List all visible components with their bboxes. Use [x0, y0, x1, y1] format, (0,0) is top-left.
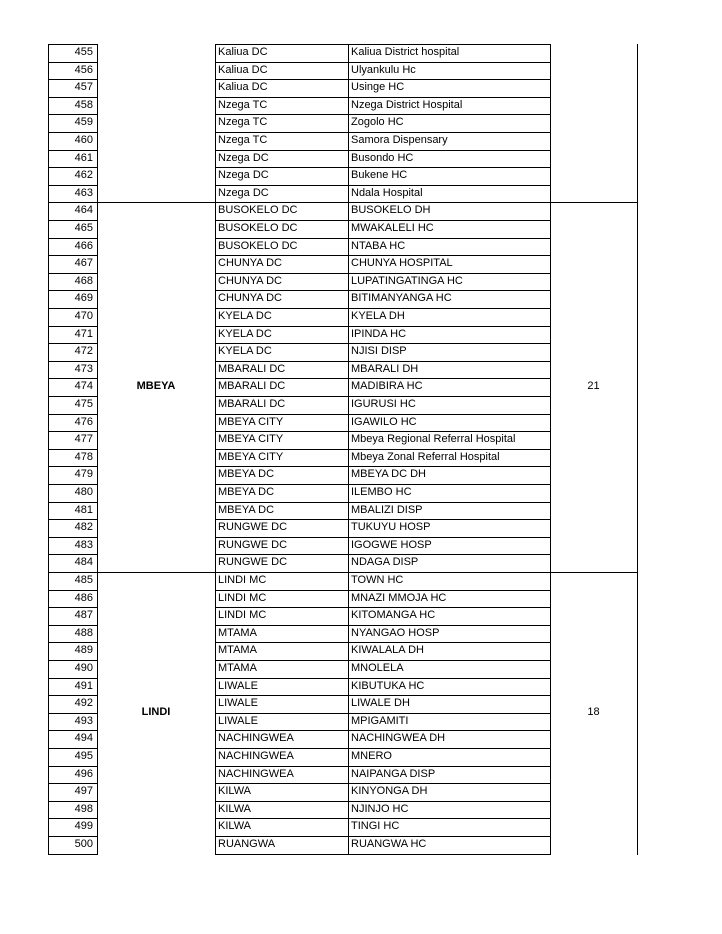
- row-divider-number: [48, 502, 97, 503]
- row-divider-detail: [215, 818, 550, 819]
- row-number: 478: [74, 450, 93, 463]
- row-divider-detail: [215, 396, 550, 397]
- council-cell: MBARALI DC: [218, 362, 286, 375]
- facility-cell: TOWN HC: [351, 574, 404, 586]
- facility-cell: NTABA HC: [351, 239, 406, 252]
- row-number: 463: [74, 186, 93, 199]
- council-cell: KYELA DC: [218, 327, 272, 340]
- facility-cell: LUPATINGATINGA HC: [351, 274, 463, 287]
- region-name: MBEYA: [136, 380, 176, 393]
- council-cell: CHUNYA DC: [218, 257, 282, 270]
- facility-cell: MBALIZI DISP: [351, 503, 423, 516]
- row-number: 482: [74, 521, 93, 534]
- row-divider-number: [48, 290, 97, 291]
- facility-cell: KYELA DH: [351, 310, 405, 322]
- row-divider-detail: [215, 414, 550, 415]
- row-divider-number: [48, 836, 97, 837]
- row-divider-number: [48, 572, 97, 573]
- council-cell: Kaliua DC: [218, 81, 268, 94]
- row-number: 485: [74, 574, 93, 586]
- council-cell: RUANGWA: [218, 838, 276, 850]
- row-divider-detail: [215, 378, 550, 379]
- row-divider-number: [48, 308, 97, 309]
- row-divider-detail: [215, 730, 550, 731]
- council-cell: Kaliua DC: [218, 46, 268, 58]
- row-divider-number: [48, 361, 97, 362]
- council-cell: Kaliua DC: [218, 63, 268, 76]
- facility-cell: Usinge HC: [351, 81, 405, 94]
- row-divider-detail: [215, 607, 550, 608]
- council-cell: MBEYA CITY: [218, 433, 284, 446]
- row-divider-detail: [215, 44, 550, 45]
- col-border-council-left: [215, 44, 216, 855]
- row-number: 472: [74, 345, 93, 358]
- row-divider-number: [48, 62, 97, 63]
- row-number: 500: [74, 838, 93, 850]
- row-number: 473: [74, 362, 93, 375]
- row-divider-number: [48, 79, 97, 80]
- row-divider-number: [48, 484, 97, 485]
- row-divider-number: [48, 255, 97, 256]
- row-number: 497: [74, 785, 93, 798]
- row-divider-number: [48, 766, 97, 767]
- row-divider-number: [48, 132, 97, 133]
- row-divider-detail: [215, 273, 550, 274]
- col-border-facility-left: [348, 44, 349, 855]
- row-number: 457: [74, 81, 93, 94]
- council-cell: Nzega DC: [218, 151, 269, 164]
- row-divider-detail: [215, 114, 550, 115]
- row-divider-detail: [215, 660, 550, 661]
- facility-cell: Mbeya Regional Referral Hospital: [351, 433, 516, 446]
- facility-cell: Kaliua District hospital: [351, 46, 460, 58]
- facility-cell: NAIPANGA DISP: [351, 767, 436, 780]
- facility-cell: LIWALE DH: [351, 697, 410, 710]
- row-divider-detail: [215, 642, 550, 643]
- row-divider-number: [48, 801, 97, 802]
- facility-count: 18: [587, 705, 600, 718]
- row-divider-number: [48, 202, 97, 203]
- council-cell: RUNGWE DC: [218, 521, 288, 534]
- row-divider-detail: [215, 361, 550, 362]
- row-number: 499: [74, 820, 93, 833]
- facility-cell: NACHINGWEA DH: [351, 732, 446, 745]
- council-cell: KILWA: [218, 820, 252, 833]
- council-cell: MBEYA DC: [218, 486, 275, 498]
- col-border-count-right: [637, 44, 638, 855]
- council-cell: KILWA: [218, 785, 252, 798]
- row-divider-detail: [215, 695, 550, 696]
- council-cell: NACHINGWEA: [218, 767, 294, 780]
- row-divider-detail: [215, 255, 550, 256]
- row-divider-number: [48, 185, 97, 186]
- facility-cell: MADIBIRA HC: [351, 380, 423, 393]
- row-divider-number: [48, 695, 97, 696]
- council-cell: CHUNYA DC: [218, 292, 282, 305]
- row-divider-detail: [215, 290, 550, 291]
- row-divider-detail: [215, 202, 550, 203]
- row-divider-number: [48, 220, 97, 221]
- council-cell: NACHINGWEA: [218, 732, 294, 745]
- row-number: 487: [74, 609, 93, 622]
- council-cell: Nzega DC: [218, 186, 269, 199]
- council-cell: Nzega TC: [218, 134, 268, 146]
- facility-cell: Ulyankulu Hc: [351, 63, 416, 76]
- col-border-left: [48, 44, 49, 855]
- row-divider-number: [48, 44, 97, 45]
- row-number: 469: [74, 292, 93, 305]
- region-divider-count: [550, 572, 637, 573]
- council-cell: KILWA: [218, 802, 252, 815]
- row-divider-number: [48, 537, 97, 538]
- facility-cell: MBEYA DC DH: [351, 468, 426, 481]
- region-divider-name: [97, 572, 215, 573]
- row-divider-number: [48, 642, 97, 643]
- row-number: 484: [74, 556, 93, 569]
- row-number: 465: [74, 222, 93, 234]
- council-cell: LIWALE: [218, 679, 258, 692]
- facility-cell: RUANGWA HC: [351, 838, 427, 850]
- facility-cell: MNAZI MMOJA HC: [351, 591, 447, 604]
- row-number: 459: [74, 116, 93, 129]
- council-cell: MBARALI DC: [218, 398, 286, 410]
- council-cell: MTAMA: [218, 626, 257, 639]
- facility-cell: Samora Dispensary: [351, 134, 448, 146]
- row-divider-detail: [215, 572, 550, 573]
- row-number: 475: [74, 398, 93, 410]
- row-divider-detail: [215, 466, 550, 467]
- row-number: 458: [74, 98, 93, 111]
- row-divider-number: [48, 713, 97, 714]
- row-number: 480: [74, 486, 93, 498]
- row-divider-number: [48, 449, 97, 450]
- row-divider-detail: [215, 519, 550, 520]
- row-divider-number: [48, 414, 97, 415]
- facility-cell: BITIMANYANGA HC: [351, 292, 452, 305]
- row-number: 492: [74, 697, 93, 710]
- row-divider-number: [48, 97, 97, 98]
- row-number: 496: [74, 767, 93, 780]
- row-number: 495: [74, 750, 93, 762]
- row-number: 490: [74, 662, 93, 674]
- row-divider-number: [48, 167, 97, 168]
- row-divider-number: [48, 590, 97, 591]
- row-number: 456: [74, 63, 93, 76]
- row-number: 481: [74, 503, 93, 516]
- row-divider-detail: [215, 748, 550, 749]
- council-cell: Nzega TC: [218, 116, 268, 129]
- council-cell: LIWALE: [218, 697, 258, 710]
- row-number: 494: [74, 732, 93, 745]
- row-divider-detail: [215, 238, 550, 239]
- region-divider-count: [550, 202, 637, 203]
- row-divider-detail: [215, 590, 550, 591]
- row-divider-detail: [215, 783, 550, 784]
- facility-cell: KIWALALA DH: [351, 644, 424, 657]
- facility-cell: Ndala Hospital: [351, 186, 423, 199]
- row-number: 471: [74, 327, 93, 340]
- facility-cell: MWAKALELI HC: [351, 222, 434, 234]
- row-divider-number: [48, 396, 97, 397]
- facility-cell: Zogolo HC: [351, 116, 404, 129]
- row-number: 467: [74, 257, 93, 270]
- council-cell: RUNGWE DC: [218, 556, 288, 569]
- facility-cell: NJINJO HC: [351, 802, 409, 815]
- council-cell: MBEYA CITY: [218, 450, 284, 463]
- row-divider-detail: [215, 836, 550, 837]
- row-divider-number: [48, 431, 97, 432]
- col-border-number-right: [97, 44, 98, 855]
- row-divider-number: [48, 343, 97, 344]
- council-cell: MBEYA DC: [218, 468, 275, 481]
- facility-cell: Busondo HC: [351, 151, 414, 164]
- council-cell: LINDI MC: [218, 574, 267, 586]
- council-cell: BUSOKELO DC: [218, 204, 298, 217]
- facility-cell: NDAGA DISP: [351, 556, 419, 569]
- row-divider-detail: [215, 308, 550, 309]
- council-cell: NACHINGWEA: [218, 750, 294, 762]
- row-number: 468: [74, 274, 93, 287]
- council-cell: MBEYA CITY: [218, 415, 284, 428]
- council-cell: RUNGWE DC: [218, 538, 288, 551]
- row-divider-number: [48, 625, 97, 626]
- row-divider-detail: [215, 79, 550, 80]
- row-number: 489: [74, 644, 93, 657]
- row-number: 483: [74, 538, 93, 551]
- council-cell: CHUNYA DC: [218, 274, 282, 287]
- facility-cell: BUSOKELO DH: [351, 204, 431, 217]
- row-divider-detail: [215, 62, 550, 63]
- row-number: 493: [74, 714, 93, 727]
- council-cell: MTAMA: [218, 662, 257, 674]
- row-number: 464: [74, 204, 93, 217]
- council-cell: KYELA DC: [218, 345, 272, 358]
- row-divider-number: [48, 783, 97, 784]
- row-divider-number: [48, 150, 97, 151]
- council-cell: MTAMA: [218, 644, 257, 657]
- facility-cell: MPIGAMITI: [351, 714, 409, 727]
- row-number: 470: [74, 310, 93, 322]
- facility-cell: ILEMBO HC: [351, 486, 412, 498]
- facility-cell: KIBUTUKA HC: [351, 679, 425, 692]
- row-number: 486: [74, 591, 93, 604]
- table-bottom-detail: [215, 854, 550, 855]
- facility-cell: IGAWILO HC: [351, 415, 417, 428]
- council-cell: BUSOKELO DC: [218, 222, 298, 234]
- facility-cell: Mbeya Zonal Referral Hospital: [351, 450, 500, 463]
- row-number: 455: [74, 46, 93, 58]
- council-cell: KYELA DC: [218, 310, 272, 322]
- facility-cell: IPINDA HC: [351, 327, 407, 340]
- row-divider-detail: [215, 132, 550, 133]
- row-divider-detail: [215, 713, 550, 714]
- row-divider-detail: [215, 678, 550, 679]
- row-divider-detail: [215, 502, 550, 503]
- row-divider-detail: [215, 167, 550, 168]
- row-divider-number: [48, 554, 97, 555]
- row-divider-number: [48, 466, 97, 467]
- row-number: 477: [74, 433, 93, 446]
- council-cell: LINDI MC: [218, 609, 267, 622]
- row-divider-number: [48, 818, 97, 819]
- row-divider-detail: [215, 801, 550, 802]
- row-divider-detail: [215, 766, 550, 767]
- row-number: 462: [74, 169, 93, 182]
- row-divider-number: [48, 607, 97, 608]
- table-bottom-number: [48, 854, 97, 855]
- facility-cell: CHUNYA HOSPITAL: [351, 257, 453, 270]
- facility-cell: NJISI DISP: [351, 345, 407, 358]
- row-divider-number: [48, 326, 97, 327]
- row-divider-number: [48, 748, 97, 749]
- row-number: 466: [74, 239, 93, 252]
- row-divider-detail: [215, 625, 550, 626]
- row-divider-number: [48, 678, 97, 679]
- facility-cell: MBARALI DH: [351, 362, 419, 375]
- row-divider-detail: [215, 554, 550, 555]
- facility-cell: NYANGAO HOSP: [351, 626, 440, 639]
- row-divider-number: [48, 660, 97, 661]
- facility-cell: IGOGWE HOSP: [351, 538, 432, 551]
- council-cell: LINDI MC: [218, 591, 267, 604]
- facility-cell: KITOMANGA HC: [351, 609, 436, 622]
- facility-cell: TUKUYU HOSP: [351, 521, 431, 534]
- council-cell: Nzega DC: [218, 169, 269, 182]
- row-number: 461: [74, 151, 93, 164]
- council-cell: Nzega TC: [218, 98, 268, 111]
- row-number: 460: [74, 134, 93, 146]
- row-divider-detail: [215, 343, 550, 344]
- row-number: 474: [74, 380, 93, 393]
- facility-count: 21: [587, 380, 600, 393]
- facility-cell: MNERO: [351, 750, 392, 762]
- region-divider-name: [97, 202, 215, 203]
- row-number: 488: [74, 626, 93, 639]
- row-divider-number: [48, 273, 97, 274]
- row-divider-number: [48, 114, 97, 115]
- row-number: 476: [74, 415, 93, 428]
- row-number: 491: [74, 679, 93, 692]
- row-number: 479: [74, 468, 93, 481]
- row-divider-detail: [215, 484, 550, 485]
- region-name: LINDI: [141, 705, 171, 718]
- facility-cell: MNOLELA: [351, 662, 404, 674]
- facility-cell: TINGI HC: [351, 820, 400, 833]
- row-divider-detail: [215, 150, 550, 151]
- council-cell: MBARALI DC: [218, 380, 286, 393]
- row-divider-detail: [215, 97, 550, 98]
- facility-cell: Nzega District Hospital: [351, 98, 463, 111]
- facility-cell: KINYONGA DH: [351, 785, 428, 798]
- row-divider-detail: [215, 431, 550, 432]
- row-divider-detail: [215, 326, 550, 327]
- row-divider-number: [48, 519, 97, 520]
- row-divider-detail: [215, 449, 550, 450]
- row-number: 498: [74, 802, 93, 815]
- row-divider-detail: [215, 537, 550, 538]
- council-cell: BUSOKELO DC: [218, 239, 298, 252]
- facility-cell: IGURUSI HC: [351, 398, 416, 410]
- row-divider-detail: [215, 185, 550, 186]
- row-divider-number: [48, 378, 97, 379]
- col-border-facility-right: [550, 44, 551, 855]
- row-divider-number: [48, 238, 97, 239]
- council-cell: LIWALE: [218, 714, 258, 727]
- row-divider-number: [48, 730, 97, 731]
- row-divider-detail: [215, 220, 550, 221]
- facility-cell: Bukene HC: [351, 169, 408, 182]
- council-cell: MBEYA DC: [218, 503, 275, 516]
